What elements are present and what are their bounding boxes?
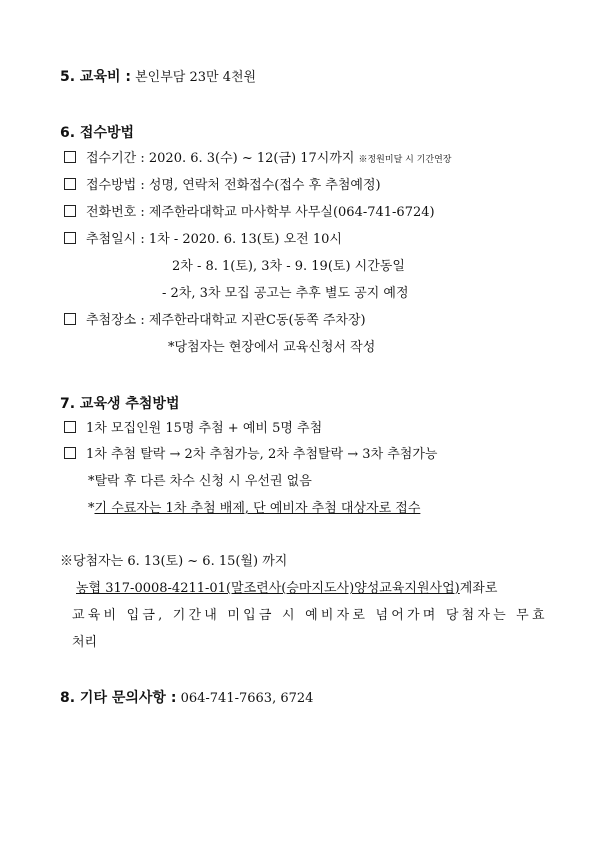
draw-date-line2: 2차 - 8. 1(토), 3차 - 9. 19(토) 시간동일 xyxy=(172,259,405,274)
list-item-draw-place xyxy=(64,313,366,329)
checkbox-square-icon xyxy=(64,313,76,325)
section-5-value: 본인부담 23만 4천원 xyxy=(135,70,257,85)
winners-account-suffix: 계좌로 xyxy=(459,581,498,596)
s7-note2 xyxy=(88,501,420,517)
period-note: ※정원미달 시 기간연장 xyxy=(358,155,452,165)
section-5 xyxy=(60,69,256,86)
list-item-phone xyxy=(64,205,435,221)
list-item-s7-2 xyxy=(64,447,438,463)
s7-note2-mark: * xyxy=(88,501,95,516)
s7-item1-text: 1차 모집인원 15명 추첨 + 예비 5명 추첨 xyxy=(86,421,323,436)
period-text: 접수기간 : 2020. 6. 3(수) ~ 12(금) 17시까지 xyxy=(86,151,355,166)
list-item-s7-1 xyxy=(64,421,322,437)
draw-place-line2: *당첨자는 현장에서 교육신청서 작성 xyxy=(168,340,376,355)
list-item-method xyxy=(64,178,381,194)
method-text: 접수방법 : 성명, 연락처 전화접수(접수 후 추첨예정) xyxy=(86,178,381,193)
checkbox-square-icon xyxy=(64,205,76,217)
section-5-title: 5. 교육비 : xyxy=(60,69,131,85)
phone-text: 전화번호 : 제주한라대학교 마사학부 사무실(064-741-6724) xyxy=(86,205,435,220)
s7-item2-text: 1차 추첨 탈락 → 2차 추첨가능, 2차 추첨탈락 → 3차 추첨가능 xyxy=(86,447,438,462)
section-8-title: 8. 기타 문의사항 : xyxy=(60,690,177,706)
winners-account: 농협 317-0008-4211-01(말조련사(승마지도사)양성교육지원사업) xyxy=(76,581,460,596)
winners-line4: 처리 xyxy=(72,635,98,650)
list-item-draw-date xyxy=(64,232,342,248)
list-item-period xyxy=(64,151,451,168)
s7-note1: *탈락 후 다른 차수 신청 시 우선권 없음 xyxy=(88,474,312,489)
draw-date-line1: 추첨일시 : 1차 - 2020. 6. 13(토) 오전 10시 xyxy=(86,232,342,247)
checkbox-square-icon xyxy=(64,447,76,459)
winners-line3: 교육비 입금, 기간내 미입금 시 예비자로 넘어가며 당첨자는 무효 xyxy=(72,608,548,623)
checkbox-square-icon xyxy=(64,151,76,163)
section-7-title: 7. 교육생 추첨방법 xyxy=(60,396,180,412)
section-6-title: 6. 접수방법 xyxy=(60,125,135,141)
checkbox-square-icon xyxy=(64,232,76,244)
winners-account-line xyxy=(76,581,497,597)
s7-note2-text: 기 수료자는 1차 추첨 배제, 단 예비자 추첨 대상자로 접수 xyxy=(94,501,421,516)
draw-place-line1: 추첨장소 : 제주한라대학교 지관C동(동쪽 주차장) xyxy=(86,313,366,328)
section-8-value: 064-741-7663, 6724 xyxy=(180,691,314,706)
draw-date-line3: - 2차, 3차 모집 공고는 추후 별도 공지 예정 xyxy=(162,286,409,301)
section-8 xyxy=(60,690,313,707)
checkbox-square-icon xyxy=(64,178,76,190)
winners-line1: ※당첨자는 6. 13(토) ~ 6. 15(월) 까지 xyxy=(60,554,288,569)
checkbox-square-icon xyxy=(64,421,76,433)
